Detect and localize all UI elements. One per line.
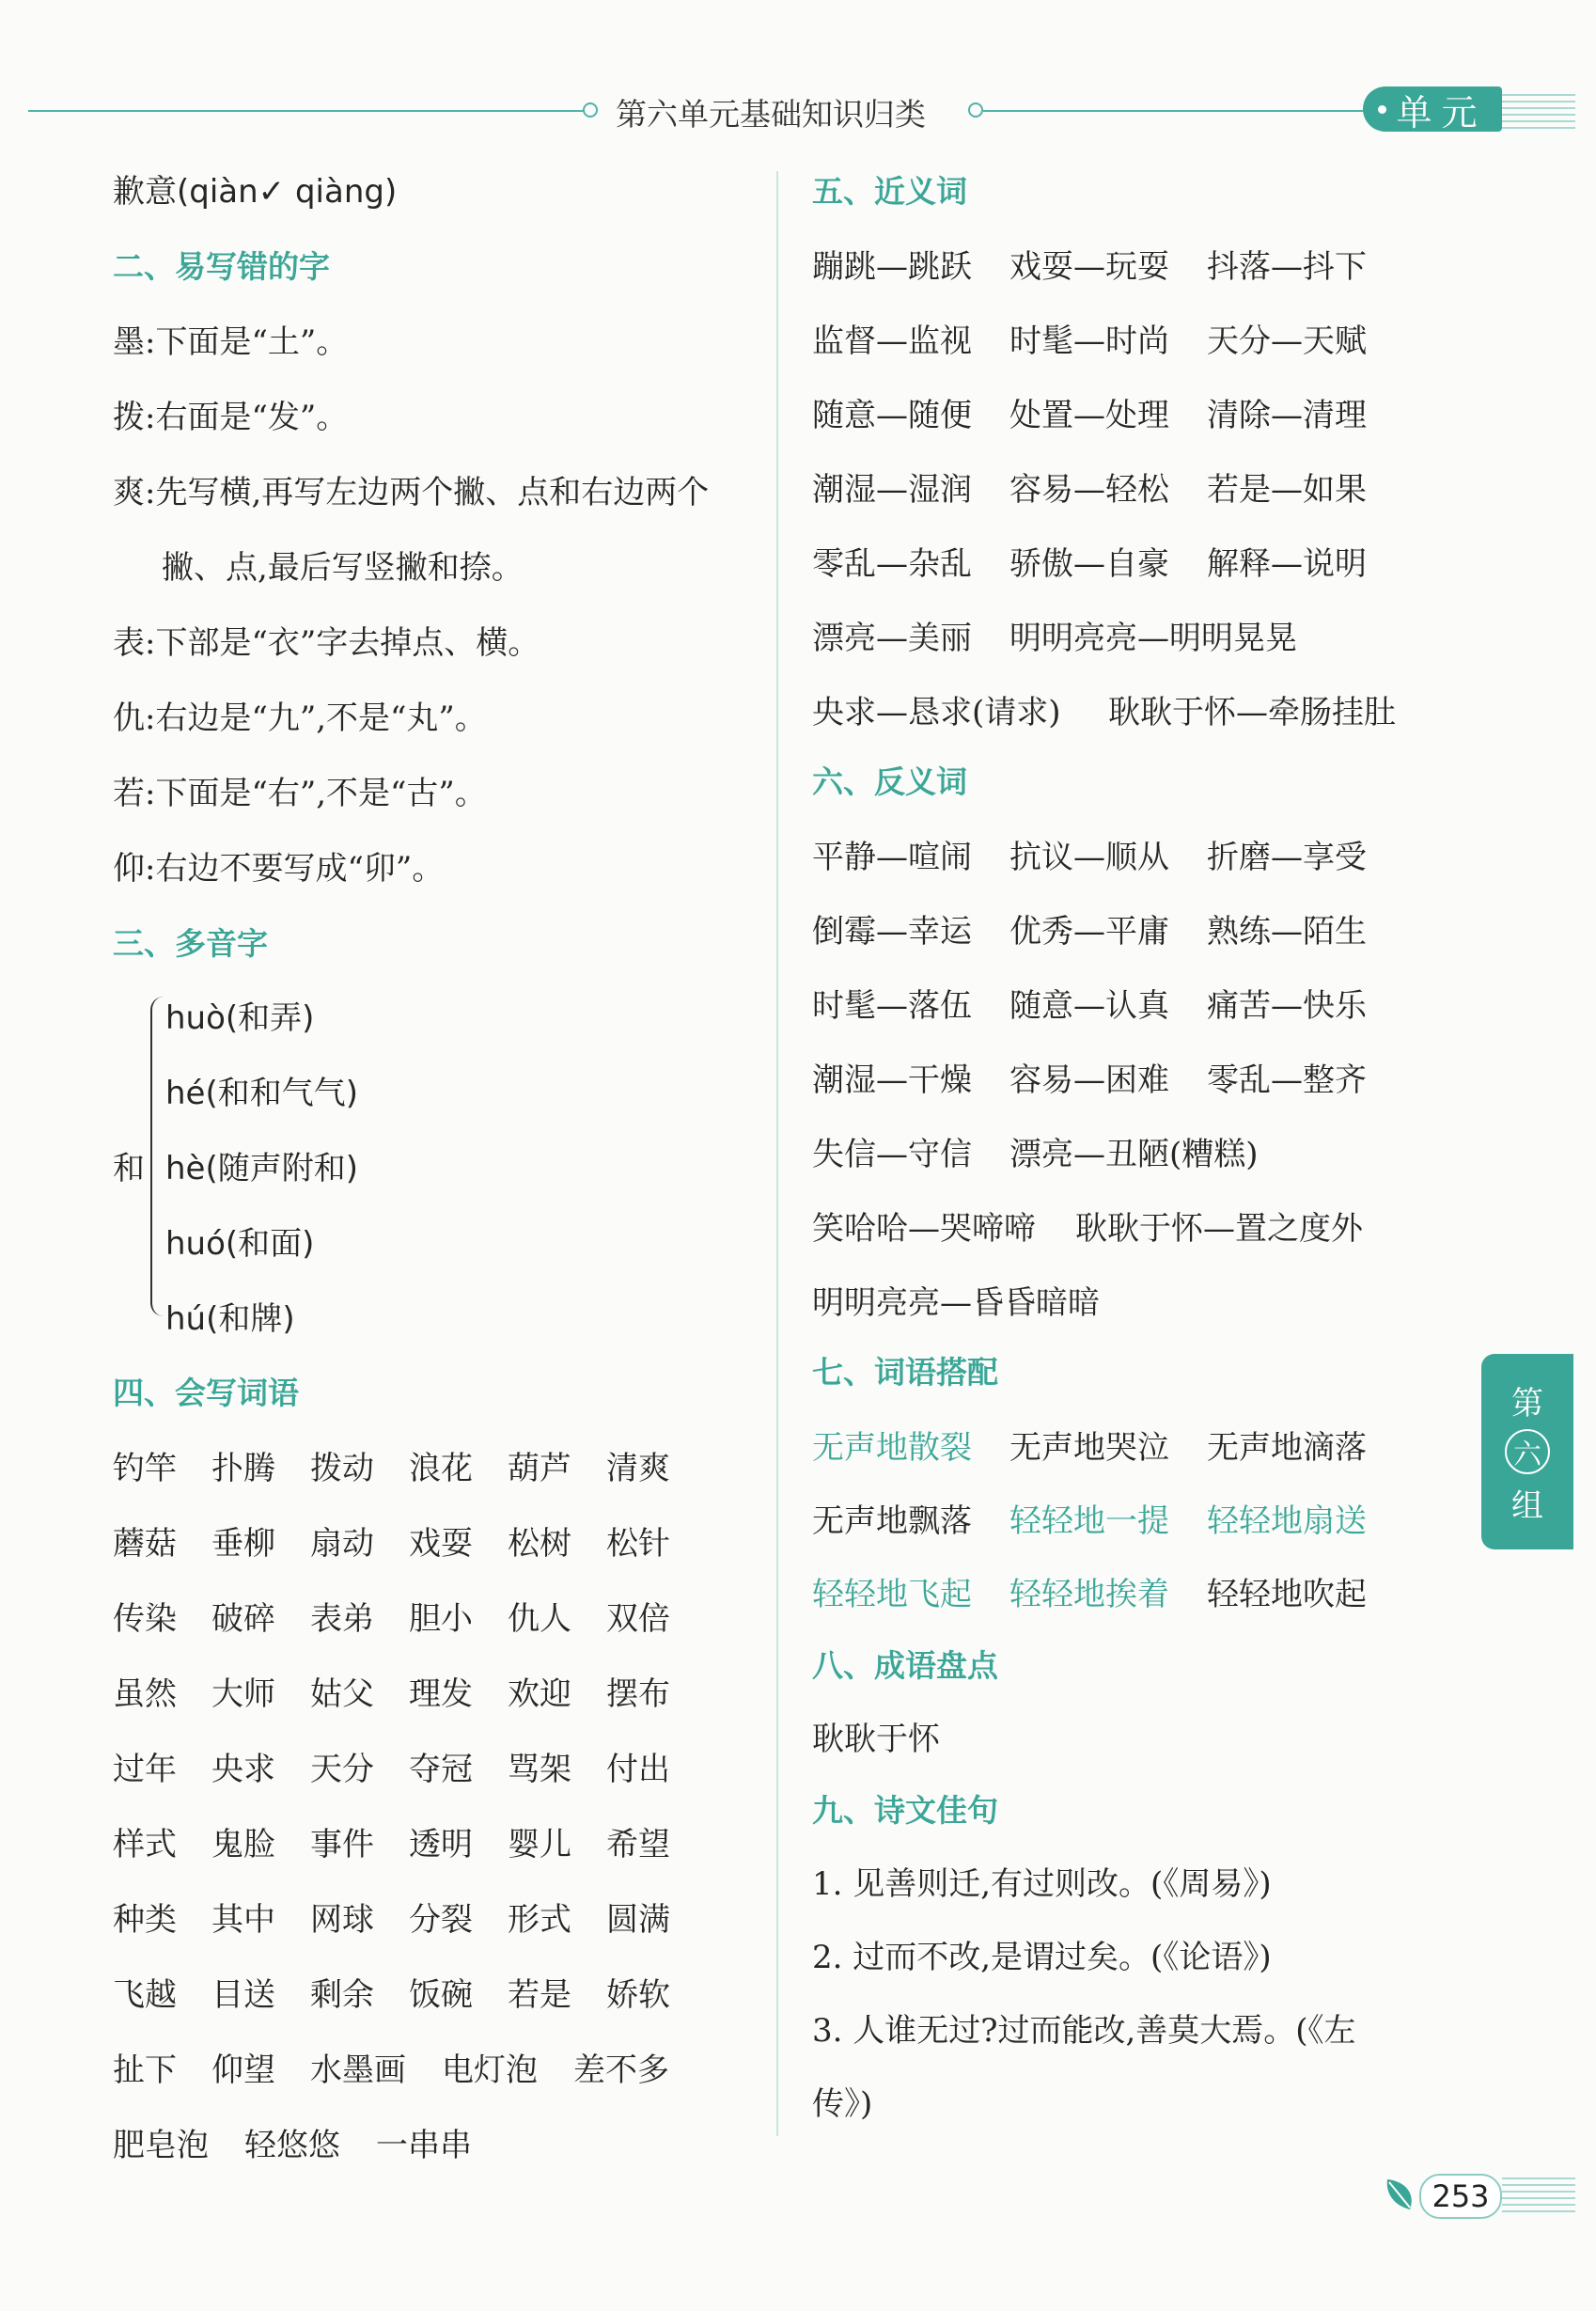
word-pair: 零乱—整齐 bbox=[1207, 1061, 1367, 1099]
word-pair: 漂亮—美丽 bbox=[812, 620, 972, 657]
unit-tab bbox=[1363, 86, 1502, 132]
side-tab-top: 第 bbox=[1511, 1385, 1543, 1423]
word: 鬼脸 bbox=[211, 1826, 275, 1863]
word-row bbox=[113, 2127, 508, 2164]
word-row bbox=[113, 1826, 705, 1863]
word: 事件 bbox=[310, 1826, 374, 1863]
word: 松树 bbox=[508, 1525, 571, 1563]
polyphone-char: 和 bbox=[113, 1150, 145, 1187]
word: 娇软 bbox=[606, 1976, 670, 2014]
word-pair: 随意—随便 bbox=[812, 397, 972, 434]
word: 大师 bbox=[211, 1675, 275, 1713]
word: 形式 bbox=[508, 1901, 571, 1939]
word-first-line bbox=[113, 173, 397, 211]
word: 欢迎 bbox=[508, 1675, 571, 1713]
collocation: 无声地飘落 bbox=[812, 1502, 972, 1540]
word: 过年 bbox=[113, 1751, 177, 1788]
word: 剩余 bbox=[310, 1976, 374, 2014]
word: 扇动 bbox=[310, 1525, 374, 1563]
section-title-3: 三、多音字 bbox=[113, 925, 268, 962]
word: 拨动 bbox=[310, 1450, 374, 1487]
quote-line: 3. 人谁无过?过而能改,善莫大焉。(《左 bbox=[812, 2012, 1356, 2050]
word-pair: 骄傲—自豪 bbox=[1009, 545, 1169, 583]
collocation: 轻轻地一提 bbox=[1009, 1502, 1169, 1540]
word-pair: 耿耿于怀—牵肠挂肚 bbox=[1108, 694, 1396, 731]
word: 饭碗 bbox=[409, 1976, 473, 2014]
word: 扯下 bbox=[113, 2052, 177, 2089]
word: 歉意 bbox=[113, 173, 177, 211]
section-title-5: 五、近义词 bbox=[812, 173, 967, 210]
page-number: 253 bbox=[1419, 2174, 1502, 2219]
word-row bbox=[113, 1751, 705, 1788]
unit-dot-icon bbox=[1378, 105, 1386, 114]
word-pair: 明明亮亮—昏昏暗暗 bbox=[812, 1284, 1100, 1322]
header-dot-right bbox=[968, 102, 983, 118]
word-pair: 时髦—落伍 bbox=[812, 987, 972, 1025]
word: 若是 bbox=[508, 1976, 571, 2014]
quote-line: 传》) bbox=[812, 2085, 873, 2123]
word: 一串串 bbox=[376, 2127, 472, 2164]
word-pair: 随意—认真 bbox=[1009, 987, 1169, 1025]
word: 天分 bbox=[310, 1751, 374, 1788]
collocation-row bbox=[812, 1576, 1367, 1613]
word: 婴儿 bbox=[508, 1826, 571, 1863]
word: 破碎 bbox=[211, 1600, 275, 1638]
word: 付出 bbox=[606, 1751, 670, 1788]
column-divider bbox=[776, 171, 778, 2136]
word: 垂柳 bbox=[211, 1525, 275, 1563]
word: 仰望 bbox=[211, 2052, 275, 2089]
word-pair: 平静—喧闹 bbox=[812, 839, 972, 876]
pair-row bbox=[812, 1210, 1363, 1248]
word: 胆小 bbox=[409, 1600, 473, 1638]
word: 蘑菇 bbox=[113, 1525, 177, 1563]
word-row bbox=[113, 1600, 705, 1638]
header-rule-left bbox=[28, 110, 585, 112]
word: 电灯泡 bbox=[442, 2052, 538, 2089]
collocation: 无声地滴落 bbox=[1207, 1429, 1367, 1467]
word: 姑父 bbox=[310, 1675, 374, 1713]
collocation: 轻轻地飞起 bbox=[812, 1576, 972, 1613]
list-item: 表:下部是“衣”字去掉点、横。 bbox=[113, 624, 540, 662]
word: 清爽 bbox=[606, 1450, 670, 1487]
pair-row bbox=[812, 839, 1367, 876]
word-pair: 痛苦—快乐 bbox=[1207, 987, 1367, 1025]
word: 希望 bbox=[606, 1826, 670, 1863]
word-row bbox=[113, 1675, 705, 1713]
word: 分裂 bbox=[409, 1901, 473, 1939]
word: 其中 bbox=[211, 1901, 275, 1939]
word: 圆满 bbox=[606, 1901, 670, 1939]
header-stripes bbox=[1502, 94, 1575, 134]
word: 差不多 bbox=[573, 2052, 669, 2089]
pair-row bbox=[812, 397, 1367, 434]
pair-row bbox=[812, 694, 1396, 731]
word-pair: 清除—清理 bbox=[1207, 397, 1367, 434]
word-pair: 时髦—时尚 bbox=[1009, 322, 1169, 360]
word: 虽然 bbox=[113, 1675, 177, 1713]
word-pair: 明明亮亮—明明晃晃 bbox=[1009, 620, 1297, 657]
collocation: 无声地哭泣 bbox=[1009, 1429, 1169, 1467]
pair-row bbox=[812, 913, 1367, 951]
section-title-4: 四、会写词语 bbox=[113, 1375, 299, 1411]
word-pair: 笑哈哈—哭啼啼 bbox=[812, 1210, 1036, 1248]
word-pair: 蹦跳—跳跃 bbox=[812, 248, 972, 286]
word-pair: 处置—处理 bbox=[1009, 397, 1169, 434]
reading: huó(和面) bbox=[165, 1225, 315, 1263]
word: 钓竿 bbox=[113, 1450, 177, 1487]
side-tab-group bbox=[1481, 1354, 1573, 1549]
word-pair: 央求—恳求(请求) bbox=[812, 694, 1061, 731]
list-item: 仰:右边不要写成“卯”。 bbox=[113, 850, 445, 888]
collocation: 轻轻地挨着 bbox=[1009, 1576, 1169, 1613]
word: 戏耍 bbox=[409, 1525, 473, 1563]
word-row bbox=[113, 1901, 705, 1939]
leaf-icon bbox=[1382, 2174, 1423, 2215]
word-pair: 监督—监视 bbox=[812, 322, 972, 360]
collocation-row bbox=[812, 1429, 1367, 1467]
word: 表弟 bbox=[310, 1600, 374, 1638]
section-title-2: 二、易写错的字 bbox=[113, 248, 330, 285]
word: 目送 bbox=[211, 1976, 275, 2014]
word-pair: 容易—困难 bbox=[1009, 1061, 1169, 1099]
pair-row bbox=[812, 248, 1367, 286]
pair-row bbox=[812, 1284, 1100, 1322]
collocation-row bbox=[812, 1502, 1367, 1540]
reading: huò(和弄) bbox=[165, 999, 315, 1037]
word-pair: 倒霉—幸运 bbox=[812, 913, 972, 951]
collocation: 无声地散裂 bbox=[812, 1429, 972, 1467]
header-title: 第六单元基础知识归类 bbox=[616, 96, 926, 133]
list-item: 若:下面是“右”,不是“古”。 bbox=[113, 775, 487, 812]
word-pair: 耿耿于怀—置之度外 bbox=[1075, 1210, 1363, 1248]
list-item: 墨:下面是“土”。 bbox=[113, 323, 349, 361]
collocation: 轻轻地吹起 bbox=[1207, 1576, 1367, 1613]
word: 种类 bbox=[113, 1901, 177, 1939]
pair-row bbox=[812, 545, 1367, 583]
word: 样式 bbox=[113, 1826, 177, 1863]
word: 扑腾 bbox=[211, 1450, 275, 1487]
word: 透明 bbox=[409, 1826, 473, 1863]
word: 浪花 bbox=[409, 1450, 473, 1487]
word-row bbox=[113, 2052, 705, 2089]
section-title-6: 六、反义词 bbox=[812, 763, 967, 800]
word: 轻悠悠 bbox=[244, 2127, 340, 2164]
word-row bbox=[113, 1976, 705, 2014]
word-pair: 抗议—顺从 bbox=[1009, 839, 1169, 876]
word-pair: 折磨—享受 bbox=[1207, 839, 1367, 876]
pair-row bbox=[812, 1061, 1367, 1099]
word-pair: 优秀—平庸 bbox=[1009, 913, 1169, 951]
quote-line: 1. 见善则迁,有过则改。(《周易》) bbox=[812, 1865, 1272, 1903]
unit-tab-label: 单元 bbox=[1396, 91, 1487, 134]
footer-stripes bbox=[1502, 2177, 1575, 2217]
section-title-7: 七、词语搭配 bbox=[812, 1354, 998, 1391]
side-tab-bottom: 组 bbox=[1511, 1487, 1543, 1525]
reading: hè(随声附和) bbox=[165, 1150, 358, 1187]
header-dot-left bbox=[583, 102, 598, 118]
list-item: 爽:先写横,再写左边两个撇、点和右边两个 bbox=[113, 474, 710, 511]
word: 央求 bbox=[211, 1751, 275, 1788]
pair-row bbox=[812, 322, 1367, 360]
word-pair: 潮湿—干燥 bbox=[812, 1061, 972, 1099]
word-pair: 天分—天赋 bbox=[1207, 322, 1367, 360]
word: 摆布 bbox=[606, 1675, 670, 1713]
word: 松针 bbox=[606, 1525, 670, 1563]
word-pair: 漂亮—丑陋(糟糕) bbox=[1009, 1136, 1259, 1173]
word: 葫芦 bbox=[508, 1450, 571, 1487]
word: 传染 bbox=[113, 1600, 177, 1638]
pair-row bbox=[812, 620, 1297, 657]
word: 水墨画 bbox=[310, 2052, 406, 2089]
word-pair: 若是—如果 bbox=[1207, 471, 1367, 509]
word-pair: 抖落—抖下 bbox=[1207, 248, 1367, 286]
list-item: 撇、点,最后写竖撇和捺。 bbox=[162, 549, 524, 587]
word-pair: 潮湿—湿润 bbox=[812, 471, 972, 509]
word-row bbox=[113, 1525, 705, 1563]
word-pair: 失信—守信 bbox=[812, 1136, 972, 1173]
pair-row bbox=[812, 1136, 1259, 1173]
idiom: 耿耿于怀 bbox=[812, 1721, 940, 1758]
section-title-8: 八、成语盘点 bbox=[812, 1647, 998, 1684]
word-pair: 戏耍—玩耍 bbox=[1009, 248, 1169, 286]
word: 夺冠 bbox=[409, 1751, 473, 1788]
header-rule-right bbox=[983, 110, 1369, 112]
reading: hé(和和气气) bbox=[165, 1075, 358, 1112]
word: 仇人 bbox=[508, 1600, 571, 1638]
word-pair: 解释—说明 bbox=[1207, 545, 1367, 583]
word-pair: 熟练—陌生 bbox=[1207, 913, 1367, 951]
word-row bbox=[113, 1450, 705, 1487]
word-pair: 容易—轻松 bbox=[1009, 471, 1169, 509]
section-title-9: 九、诗文佳句 bbox=[812, 1792, 998, 1829]
pair-row bbox=[812, 987, 1367, 1025]
word-pair: 零乱—杂乱 bbox=[812, 545, 972, 583]
list-item: 仇:右边是“九”,不是“丸”。 bbox=[113, 700, 487, 737]
pair-row bbox=[812, 471, 1367, 509]
list-item: 拨:右面是“发”。 bbox=[113, 399, 349, 436]
word: 双倍 bbox=[606, 1600, 670, 1638]
brace bbox=[150, 997, 165, 1316]
word: 网球 bbox=[310, 1901, 374, 1939]
side-tab-number: 六 bbox=[1505, 1429, 1550, 1474]
collocation: 轻轻地扇送 bbox=[1207, 1502, 1367, 1540]
word: 飞越 bbox=[113, 1976, 177, 2014]
word: 肥皂泡 bbox=[113, 2127, 209, 2164]
quote-line: 2. 过而不改,是谓过矣。(《论语》) bbox=[812, 1939, 1272, 1976]
word: 骂架 bbox=[508, 1751, 571, 1788]
reading: hú(和牌) bbox=[165, 1300, 295, 1338]
word-pinyin: (qiàn✓ qiàng) bbox=[177, 173, 398, 211]
word: 理发 bbox=[409, 1675, 473, 1713]
